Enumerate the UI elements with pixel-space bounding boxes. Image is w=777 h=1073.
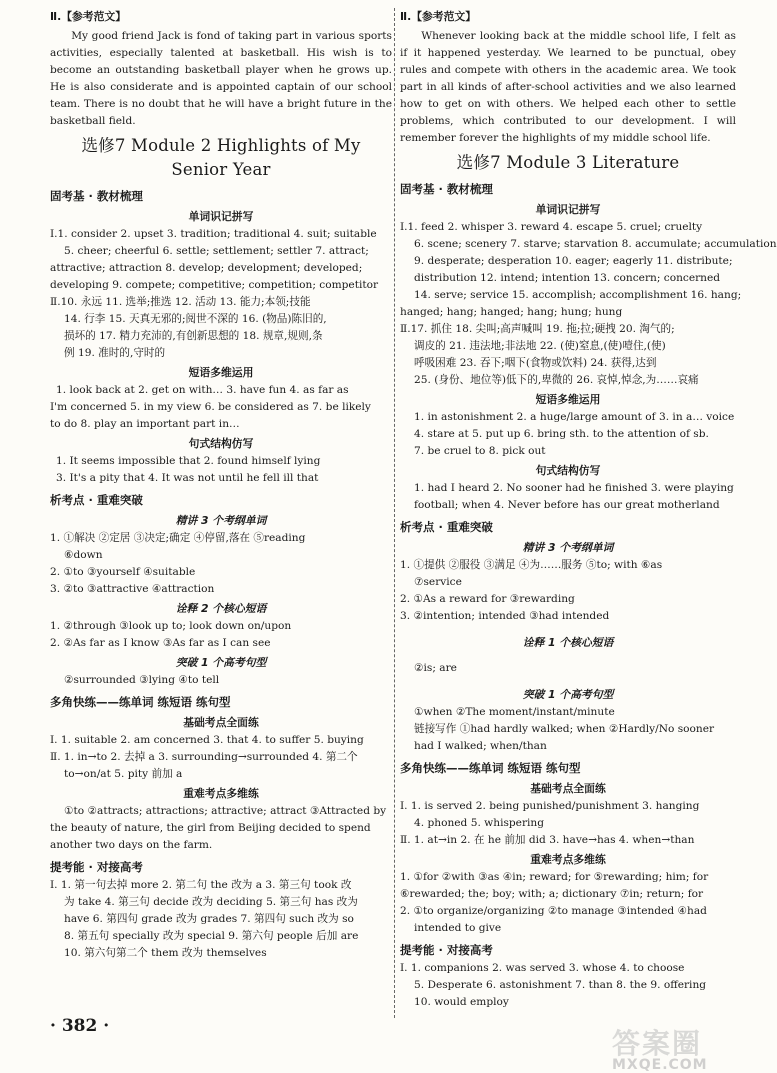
answer-line: 呼吸困难 23. 吞下;咽下(食物或饮料) 24. 获得,达到 [414,357,657,369]
left-column [50,8,392,962]
answer-line: Ⅱ.10. 永远 11. 选举;推选 12. 活动 13. 能力;本领;技能 [50,296,311,308]
answer-line: ⑦service [414,576,462,588]
answer-line: Ⅰ.1. feed 2. whisper 3. reward 4. escape 5. cruel; cruelty [400,221,703,233]
answer-line: to→on/at 5. pity 前加 a [64,768,183,780]
answer-line: 25. (身份、地位等)低下的,卑微的 26. 哀悼,悼念,为……哀痛 [414,374,699,386]
answer-line: 1. had I heard 2. No sooner had he finished 3. were playing [414,482,734,494]
answer-line: ①to ②attracts; attractions; attractive; attract ③Attracted by [64,805,387,817]
answer-line: Ⅱ. 1. at→in 2. 在 he 前加 did 3. have→has 4. when→than [400,834,695,846]
subsection-title: 诠释 2 个核心短语 [175,602,267,615]
answer-line: 14. serve; service 15. accomplish; accomplishment 16. hang; [414,289,742,301]
watermark-url: MXQE.COM [612,1057,708,1073]
answer-line: 2. ①As a reward for ③rewarding [400,593,575,605]
site-watermark [612,1027,742,1073]
subsection-title: 句式结构仿写 [535,464,601,477]
answer-line: 1. in astonishment 2. a huge/large amount of 3. in a… voice [414,411,735,423]
subsection-title: 单词识记拼写 [188,210,254,223]
essay-paragraph: Whenever looking back at the middle school life, I felt as if it happened yesterday. We learned to be punctual, obey rules and compete with others in the academic area. We took part in all kinds of after-school activities and we also learned how to get on with others. We helped each other to settle problems, which contributed to our development. I will remember forever the highlights of my middle school life. [400,30,736,144]
answer-line: have 6. 第四句 grade 改为 grades 7. 第四句 such 改为 so [64,913,354,925]
essay-heading: Ⅱ.【参考范文】 [50,10,126,23]
subsection-title: 基础考点全面练 [183,716,259,729]
answer-line: 9. desperate; desperation 10. eager; eagerly 11. distribute; [414,255,733,267]
page-number: · 382 · [50,1016,110,1036]
answer-line: 1. ②through ③look up to; look down on/upon [50,620,292,632]
answer-line: football; when 4. Never before has our great motherland [414,499,720,511]
answer-line: 3. ②to ③attractive ④attraction [50,583,215,595]
answer-line: ①when ②The moment/instant/minute [414,706,615,718]
subsection-title: 重难考点多维练 [183,787,259,800]
answer-line: 2. ①to organize/organizing ②to manage ③intended ④had [400,905,707,917]
answer-line: intended to give [414,922,502,934]
answer-line: 1. ①提供 ②服役 ③满足 ④为……服务 ⑤to; with ⑥as [400,559,663,571]
answer-line: 2. ②As far as I know ③As far as I can see [50,637,271,649]
right-column [400,8,777,1011]
essay-paragraph: My good friend Jack is fond of taking part in various sports activities, especially talented at basketball. His wish is to become an outstanding basketball player when he grows up. He is also considerate and is appointed captain of our school team. There is no doubt that he will have a bright future in the basketball field. [50,30,392,127]
answer-line: Ⅰ. 1. is served 2. being punished/punishment 3. hanging [400,800,700,812]
answer-line: ⑥rewarded; the; boy; with; a; dictionary ⑦in; return; for [400,888,704,900]
answer-line: 5. Desperate 6. astonishment 7. than 8. the 9. offering [414,979,707,991]
column-divider [394,8,395,1018]
module-title-line-1: 选修7 Module 2 Highlights of My [81,136,361,155]
subsection-title: 突破 1 个高考句型 [522,688,614,701]
answer-line: I'm concerned 5. in my view 6. be considered as 7. be likely [50,401,371,413]
answer-line: ②is; are [414,662,457,674]
subsection-title: 基础考点全面练 [530,782,606,795]
answer-line: 损坏的 17. 精力充沛的,有创新思想的 18. 规章,规则,条 [64,330,323,342]
watermark-logo-text: 答案圈 [612,1027,703,1060]
subsection-title: 句式结构仿写 [188,437,254,450]
subsection-title: 单词识记拼写 [535,203,601,216]
answer-line: attractive; attraction 8. develop; development; developed; [50,262,363,274]
answer-line: 10. would employ [414,996,509,1008]
answer-line: Ⅰ. 1. companions 2. was served 3. whose 4. to choose [400,962,685,974]
subsection-title: 突破 1 个高考句型 [175,656,267,669]
answer-line: 10. 第六句第二个 them 改为 themselves [64,947,267,959]
answer-line: ⑥down [64,549,103,561]
section-title: 多角快练——练单词 练短语 练句型 [50,695,231,709]
answer-line: Ⅱ.17. 抓住 18. 尖叫;高声喊叫 19. 拖;拉;硬拽 20. 淘气的; [400,323,675,335]
answer-line: 14. 行李 15. 天真无邪的;阅世不深的 16. (物品)陈旧的, [64,313,327,325]
section-title: 析考点 · 重难突破 [50,493,143,507]
answer-line: 1. It seems impossible that 2. found himself lying [56,455,321,467]
answer-line: Ⅰ.1. consider 2. upset 3. tradition; traditional 4. suit; suitable [50,228,377,240]
module-title [50,134,392,182]
answer-line: Ⅰ. 1. suitable 2. am concerned 3. that 4. to suffer 5. buying [50,734,364,746]
answer-line: to do 8. play an important part in… [50,418,240,430]
answer-line: 例 19. 准时的,守时的 [64,347,166,359]
answer-line: 链接写作 ①had hardly walked; when ②Hardly/No sooner [414,723,715,735]
subsection-title: 精讲 3 个考纲单词 [522,541,614,554]
section-title: 提考能 · 对接高考 [50,860,143,874]
answer-line: 4. phoned 5. whispering [414,817,544,829]
subsection-title: 精讲 3 个考纲单词 [175,514,267,527]
answer-line: another two days on the farm. [50,839,213,851]
answer-line: the beauty of nature, the girl from Beijing decided to spend [50,822,371,834]
section-title: 固考基 · 教材梳理 [50,189,143,203]
answer-line: hanged; hang; hanged; hang; hung; hung [400,306,623,318]
answer-line: 2. ①to ③yourself ④suitable [50,566,196,578]
subsection-title: 诠释 1 个核心短语 [522,636,614,649]
answer-line: 7. be cruel to 8. pick out [414,445,546,457]
section-title: 固考基 · 教材梳理 [400,182,493,196]
subsection-title: 短语多维运用 [188,366,254,379]
section-title: 析考点 · 重难突破 [400,520,493,534]
answer-line: 3. It's a pity that 4. It was not until he fell ill that [56,472,319,484]
section-title: 多角快练——练单词 练短语 练句型 [400,761,581,775]
answer-line: 1. ①解决 ②定居 ③决定;确定 ④停留,落在 ⑤reading [50,532,306,544]
answer-line: had I walked; when/than [414,740,547,752]
module-title: 选修7 Module 3 Literature [456,153,680,172]
answer-line: 调皮的 21. 违法地;非法地 22. (使)窒息,(使)噎住,(使) [414,340,666,352]
answer-line: distribution 12. intend; intention 13. concern; concerned [414,272,721,284]
answer-line: 1. ①for ②with ③as ④in; reward; for ⑤rewarding; him; for [400,871,709,883]
answer-line: 1. look back at 2. get on with… 3. have fun 4. as far as [56,384,349,396]
answer-line: 6. scene; scenery 7. starve; starvation 8. accumulate; accumulation [414,238,777,250]
answer-line: 5. cheer; cheerful 6. settle; settlement; settler 7. attract; [64,245,369,257]
module-title-line-2: Senior Year [171,160,271,179]
answer-line: 3. ②intention; intended ③had intended [400,610,610,622]
section-title: 提考能 · 对接高考 [400,943,493,957]
answer-line: Ⅰ. 1. 第一句去掉 more 2. 第二句 the 改为 a 3. 第三句 took 改 [50,879,352,891]
answer-line: 8. 第五句 specially 改为 special 9. 第六句 people 后加 are [64,930,359,942]
subsection-title: 短语多维运用 [535,393,601,406]
answer-line: Ⅱ. 1. in→to 2. 去掉 a 3. surrounding→surrounded 4. 第二个 [50,751,358,763]
answer-line: ②surrounded ③lying ④to tell [64,674,220,686]
answer-line: 4. stare at 5. put up 6. bring sth. to the attention of sb. [414,428,709,440]
answer-line: developing 9. compete; competitive; competition; competitor [50,279,379,291]
subsection-title: 重难考点多维练 [530,853,606,866]
answer-line: 为 take 4. 第三句 decide 改为 deciding 5. 第三句 has 改为 [64,896,358,908]
essay-heading: Ⅱ.【参考范文】 [400,10,476,23]
